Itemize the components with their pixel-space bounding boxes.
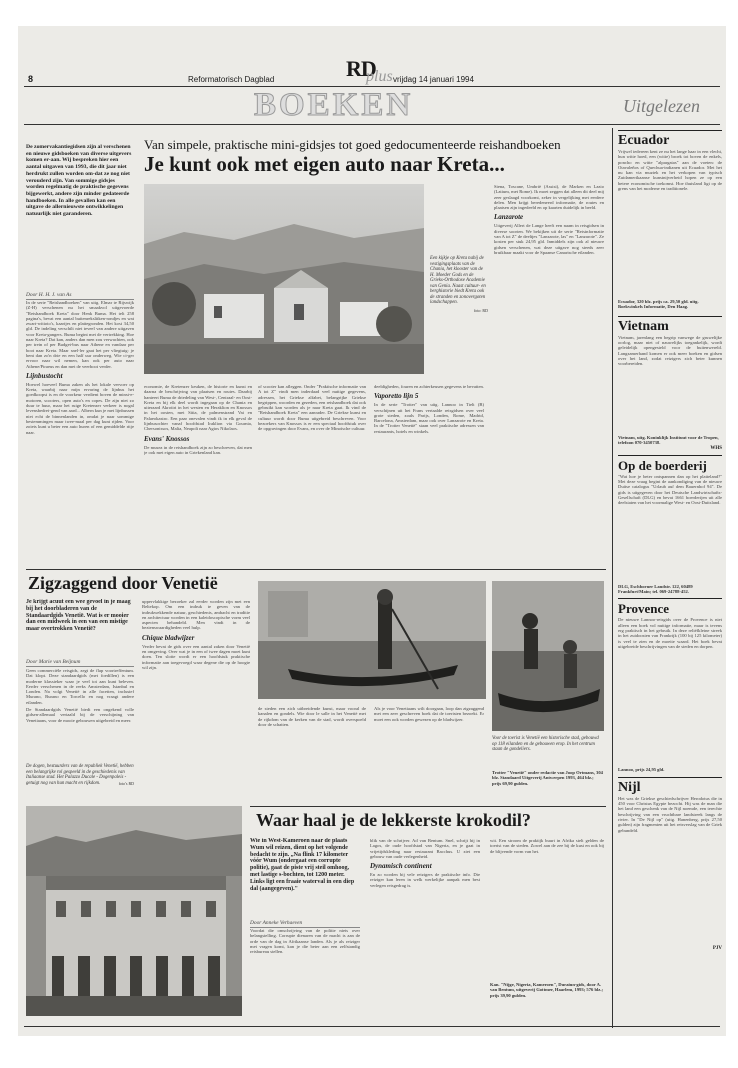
krokodil-col2-text2: En zo worden bij vele reizigers de praktische info. Die reiziger kan leren in welk werkelijke aanpak men best verlegen reisgedrag is. <box>370 872 480 888</box>
venetie-rule <box>26 569 606 570</box>
main-byline: Door H. H. J. van As <box>26 292 134 300</box>
page-number: 8 <box>28 74 34 84</box>
main-col3-text: of scooter kan afleggen. Onder "Praktische informatie van A tot Z" vindt men inderdaad veel nuttige gegevens, adressen, het Griekse alfabet, belangrijke Griekse begrippen, woorden en gezeden, een reishandboek dat ook gebruikt kan worden als je naar Kreta gaat. Ik vind de "Reishandboek Kreta" een aanrader. De Griekse kunst en cultuur wordt door Buma uitgebreid beschreven. Voor bezoekers van Knossos is er een speciaal hoofdstuk over de opgravingen door Evans, en over de Minoïsche cultuur. <box>258 384 366 432</box>
sidebar-rule <box>612 128 613 1028</box>
sidebar-nijl <box>618 777 722 951</box>
sidebar-vietnam-initials: WHS <box>710 445 722 451</box>
sidebar-provence-text: De nieuwe Lannoo-reisgids over de Provence is niet alleen een boek vol nuttige informatie, maar is tevens erg praktisch in het gebruik. In deze reliëfkleine streek in het zuidoosten van Frankrijk (100 bij 125 kilometer) is veel te zien en de moeite waard. Het boek bevat uitgebreide beschrijvingen van de steden en dorpen. <box>618 617 722 649</box>
krokodil-col3 <box>490 838 604 978</box>
venetie-col2-sub: Chique bladwijzer <box>142 633 195 642</box>
sidebar-vietnam <box>618 316 722 451</box>
venetie-photo-caption <box>26 764 134 800</box>
venetie-col2-text: uppervlakkige bezoeker zal eerder worden zijn met een Beltekop. Om een indruk te geven van de indrukwekkende natuur, geschiedenis, ambacht en traditie en architectuur worden in een kaleidoscopische vorm veel aspecten behandeld. Men vindt in de bezienswaardigheden veel hulp. <box>142 599 250 631</box>
krokodil-col3-text: wit. Een stroom de praktijk buurt in Afrika stelt gelden de toerist van de steden. Zowel aan de zee bij de kust en ook bij de blijvende vorm van het. <box>490 838 604 854</box>
krokodil-rule <box>250 806 606 807</box>
main-col2 <box>144 384 252 564</box>
kreta-photo-image <box>144 184 424 374</box>
krokodil-col2 <box>370 838 480 1024</box>
gondel-caption: Voor de toerist is Venetië een historische stad, gebouwd op 118 eilanden en de gebouwen erop. In het centrum staan de gondeliers. <box>492 736 599 752</box>
main-col1-sub: Lijnbustocht <box>26 371 63 380</box>
krokodil-col1 <box>250 928 360 1024</box>
main-col3 <box>258 384 366 564</box>
main-col5-sub: Lanzarote <box>494 213 524 222</box>
dogenpaleis-photo <box>26 806 242 1016</box>
gondeliers-photo <box>492 581 604 731</box>
sidebar-vietnam-title: Vietnam <box>618 316 722 335</box>
gondel-photo <box>258 581 486 699</box>
venetie-col3 <box>258 706 366 802</box>
sidebar-boerderij-title: Op de boerderij <box>618 455 722 474</box>
venetie-byline: Door Marie van Beijnum <box>26 659 134 667</box>
krokodil-col2-sub: Dynamisch continent <box>370 862 432 871</box>
krokodil-col2-text: blik van de schrijver. Ad van Bentum. Snel, schrijt hij in Lagos, de oude hoofdstad van Nigeria, en je gaat in vrijetijdskleding naar restaurant Bacchus. U ziet een gebouw van oude verlegenheid. <box>370 838 480 859</box>
sidebar-provence-title: Provence <box>618 598 722 617</box>
main-col1 <box>26 300 134 560</box>
krokodil-col1-text: Voordat die omschrijving van de politie niets over belangstelling. Corrupte dienaren van de macht is aan de orde van de dag in Afrikaanse landen. Als je als reiziger met vragen komt, kan je die beter aan een zelfstandig reisbureau stellen. <box>250 928 360 955</box>
main-col1-text: In de serie "Reishandboeken" van uitg. Elmar te Rijswijk (Z-H) verschenen nu het smaakvol uitgevoerde "Reishandboek Kreta" door Henk Buma. Het telt 258 pagina's, bevat een aantal buitenrekslitken-rondjes en wat zwart-wittoto's, kaartjes en plattegronden. Het kost 34,50 gld. De indeling verschilt niet teveel van andere uitgaven voor Kreta-gangers. Buma begint met de vertrekking. Hoe naar Kreta? Dat kan, anders dan men zou verwachten, ook per trein of per Budget-bus naar Athene en vandaar per boot naar Kreta. Maar snel-ler gaat het per vliegtuig: je bent dan zo'n drie en een half uur onderweg. Wie ci-ger ervoor naar wil nemen, kan ook per auto naar Athene/Piraeus en dan met de veerboot verder. <box>26 300 134 369</box>
sidebar-boerderij-info: DLG, Eschborner Landstr. 122, 60489 Frankfurt/Main; tel. 069-24788-452. <box>618 583 693 595</box>
sidebar-vietnam-text: Vietnam, jarenlang een begrip vanwege de gruwelijke oorlog, maar niet of nauwelijks toegankelijk, wordt geleidelijk opengesteld voor de buitenwereld. Langzamerhand komen er ook meer boeken en gidsen over het land, zodat reizigers zich beter kunnen voorbereiden. <box>618 334 722 367</box>
main-col4-sub: Vaporetto lijn 5 <box>374 392 419 401</box>
krokodil-intro: Wie in West-Kameroen naar de plaats Wum wil reizen, dient op het volgende bedacht te zijn. „Na flink 17 kilometer vóór Wum (ondergaat een corrupte politie), gaat de piste vrij steil omhoog, met lastige s-bochten, tot 1200 meter. Links ligt een fraaie waterval in een diep dal (aangegeven)." <box>250 838 355 892</box>
venetie-col1-text: Geen commerciële reisgids, zegt de flap voortreffentum. Dat klopt. Deze standaardgids (met foedillen) is een moderne klassieker waar je veel tot aan kunt beleven. Eerder verschenen in de reeks Amsterdam, Istanbul en Londen. Na volgt Venetië in alle facetten, inclusief Murano, Burano en Torcello en nog vraagt andere eilanden. <box>26 668 134 705</box>
sidebar-boerderij <box>618 455 722 595</box>
sidebar-ecuador <box>618 130 722 310</box>
main-col2-text2: De musea in de reishandboek zijn zo beschreven, dat men je ook met eigen auto in Griekenland kan. <box>144 444 252 455</box>
venetie-photo-credit: foto's RD <box>118 780 134 786</box>
venetie-col1-text2: De Standaardgids Venetië biedt een ongekend volle gidsen-allemaal vertaald bij de verschijning van Venetiaans, voor de mooie gebouwen uitgebreid en meer. <box>26 707 134 723</box>
sidebar-provence <box>618 598 722 772</box>
kreta-photo-caption <box>430 256 488 382</box>
main-kicker: Van simpele, praktische mini-gidsjes tot goed gedocumenteerde reishandboeken <box>144 137 561 152</box>
kreta-photo-credit: foto: RD <box>473 307 488 313</box>
venetie-intro: Je krijgt acuut een wee gevoel in je maag bij het doorbladeren van de Standaardgids Venetië. Wat is er mooier dan een midweek in een van een mistige maar overtrokken Venetië? <box>26 599 131 633</box>
venetie-col1 <box>26 668 134 760</box>
dogenpaleis-image <box>26 806 242 1016</box>
main-col4-text: deeldigheden, fouren en achterkeusen gegevens te bevatten. <box>374 384 484 389</box>
gondel-image <box>258 581 486 699</box>
sidebar-nijl-title: Nijl <box>618 777 722 796</box>
sidebar-ecuador-text: Vrijwel iedereen kent ze nu het lange haar in een vlecht, hun witte hoed, een (witte) broek tot boven de enkels, poncho en witte "alpargatas" aan de voeten: de Otavaleños of Quechua-indianen uit Ecuador. Met het nu kan via muziek en het verkopen van typisch Zuidamerikaanse kunstnijverheid hopen ze op een betere economische toekomst. Hoe thuisland ligt op de grens van het moderne en traditionele. <box>618 149 722 192</box>
main-col5 <box>494 184 604 564</box>
main-col5-text: Siena, Toscane, Umbrië (Assisi), de Marken en Lazio (Latium, met Rome). Ik moet zeggen dat alleen dit deel mij zeer geslaagd voorkomt, zeker in vergelijking met eerdere delen. Men krijgt beredeneerd informatie, de routes en plaatsen zijn ingedeeld en op kaarten duidelijk in beeld. <box>494 184 604 211</box>
krokodil-info: Kan. "Nijge, Nigeria, Kameroen", Duraiun-gids, door A. van Bentum, uitgeverij Gottmer, Haarlem, 1993; 576 blz.; prijs 39,90 gulden. <box>490 982 603 998</box>
venetie-info: Trotter "Venetië" onder redactie van Joop Ortmans, 304 blz. Standaard Uitgeverij Antwerpen 1993, 464 blz.; prijs 69,90 gulden. <box>492 770 603 786</box>
main-headline: Je kunt ook met eigen auto naar Kreta... <box>144 152 505 176</box>
sidebar-boerderij-text: "Wat hoe je beter ontspannen dan op het platteland?" Met deze vraag begint de aankondiging van de nieuwe Duitse catalogus "Urlaub auf dem Bauernhof 94". De gids is uitgegeven door het Deutsche Landwirtschafts-Gesellschaft (DLG) en bevat 1661 boerderijen uit alle deelstaten van het voormalige West- en Oost-Duitsland. <box>618 473 722 506</box>
bottom-rule <box>24 1026 720 1027</box>
main-col4 <box>374 384 484 564</box>
main-intro: De zomervakantiegidsen zijn al verschenen en nieuwe gidsboeken van diverse uitgevers komen er-aan. Wij bespreken hier een aantal uitgaven van 1993, die dit jaar niet herdrukt zullen worden om-dat ze nog niet verouderd zijn. Van sommige gidsjes worden regelmatig de praktische gegevens bijgewerkt, andere zijn minder gedateerde handboeken. In alle gevallen kan een uitgave de allernieuwste ontwikkelingen natuurlijk niet garanderen. <box>26 144 132 218</box>
venetie-col4-text: Als je voor Venetiaans wilt doorgaan, loop dan zigzaggend met een zeer geschreven boek dat de toeristen bezoekt. Er moet een ook worden gewezen op de bladwijzer. <box>374 706 484 722</box>
sidebar <box>618 126 722 1031</box>
main-col1-text2: Hoewel hoeveel Buma zaken als het lokale vervoer op Kreta, waarbij naar mijn ervaring de lijnbus het goedkoopst is en de voorkeur verdient boven de minst-e-motoren, scooters, open auto's en copes. De zijn niet zo duur te huur, maar het ruige Kretenzer verkeer is nogal levensbedrei-gend van aard... Albern kun je met lijnbussen niet echt de binnenlanden in, omdat je naar sommige bestemmingen maar twee-maal per dag kunt rijden. Voor zoiets kunt u beter een auto huren of een gemiddelde ritje naar. <box>26 381 134 435</box>
newspaper-page <box>18 26 726 1036</box>
sidebar-nijl-text: Het was de Griekse geschiedschrijver Herodotus die in 450 voor Christus Egypte bezocht. Hij was de man die het land een geschenk van de Nijl noemde, een terechte beschrijving van een vruchtbare landstreek langs de rivier. In "De Nijl op" (uitg. Hanenberg, prijs 27,50 gulden) zijn fragmenten uit het reisverslag van de Griek gebundeld. <box>618 795 722 833</box>
venetie-col4 <box>374 706 484 802</box>
venetie-col2 <box>142 599 250 799</box>
main-col2-sub: Evans' Knossos <box>144 434 190 443</box>
venetie-caption-text: De dogen, bestuurders van de republiek Venetië, hebben een belangrijke rol gespeeld in de geschiedenis van Italiaanse stad. Het Palazzo Ducale - Dogenpaleis - getuigt nog van hun macht en rijkdom. <box>26 764 134 786</box>
sidebar-ecuador-title: Ecuador <box>618 130 722 149</box>
section-title: BOEKEN <box>254 87 414 123</box>
main-col4-text2: In de serie "Trotter" van uitg. Lannoo in Tielt (B) verschijnen uit het Frans vertaalde reisgidsen over veel grote steden, zoals Parijs, Londen, Rome, Madrid, Barcelona, Amsterdam, maar ook over Lanzarote en Kreta. In de "Trotter Venetië" staan veel praktische adressen van restaurants, hotels en winkels. <box>374 402 484 434</box>
main-col2-text: economie, de Kretenzer keuken, de historie en kunst en daarna de beschrijving van plaatsen en routes. Daarbij hanteert Buma de driedeling van West-, Centraal- en Oost-Kreta en bij elk deel wordt ingegaan op de Chania en uiteraard Akrotiri in het westen en Heraklion en Knossos in het oosten, met Sitia, de palmenstrand Vai en Palaeokastro. Een paar onevalen vindt ik in elk geval de lijnbusochter vanaf hoofdstad Iraklion via Gournia, Chersonissos, Malia, Neapoli naar Agios Nikolaos. <box>144 384 252 432</box>
section-right: Uitgelezen <box>623 96 700 116</box>
venetie-headline: Zigzaggend door Venetië <box>28 573 218 593</box>
kreta-photo <box>144 184 424 374</box>
kreta-caption-text: Een kijkje op Kreta nabij de vestigingsplaats van de Chania, het klooster van de H. Moeder Gods en de Grieks-Orthodoxe Academie van Genia. Naast cultuur- en berghistorie biedt Kreta ook de stranden en zonovergoten landschappen. <box>430 256 486 305</box>
header-rule-2 <box>24 124 720 125</box>
venetie-col3-text: de steden een zich uitbreidende kunst, maar vooral de kanalen en gondels. Wie door le salle in het Venetië met de rijkdom van de kerken van de stad, wordt overspoeld door de schatten. <box>258 706 366 727</box>
sidebar-provence-info: Lannoo, prijs 24,95 gld. <box>618 767 665 773</box>
gondeliers-image <box>492 581 604 731</box>
sidebar-vietnam-info: Vietnam, uitg. Koninklijk Instituut voor de Tropen, telefoon 070-3450738. <box>618 434 719 446</box>
logo-suffix: plus <box>366 68 393 85</box>
venetie-col2-text2: Verder bevat de gids over een aantal zaken door Venetië en omgeving. Over wat je in een of twee dagen moet kunt doen. Ten slotte wordt er een hoofdstuk praktische informatie aan toegevoegd waar degene die op de hoogte wil zijn. <box>142 643 250 670</box>
logo-text: RD <box>346 56 376 81</box>
krokodil-byline: Door Anneke Verhaeven <box>250 920 360 928</box>
sidebar-nijl-initials: PJV <box>712 945 722 951</box>
date: vrijdag 14 januari 1994 <box>393 75 474 84</box>
sidebar-ecuador-info: Ecuador, 320 blz. prijs ca. 29,50 gld. uitg. Boekwinkels Informatie, Den Haag. <box>618 299 699 310</box>
main-col5-text2: Uitgeverij Allert de Lange heeft een naam in reisgidsen in diverse soorten. We bekijken uit de serie "Reisinformatie van A tot Z" de deeltjes "Lanzarote, las" en "Lanzarote". Ze kosten per stuk 24,95 gld. Inmiddels zijn ook al nieuwe gidsen verschenen, wat deze uitgave nog steeds zeer bruikbaar maakt voor de Spaanse Canarische eilanden. <box>494 223 604 255</box>
newspaper-name: Reformatorisch Dagblad <box>188 75 275 84</box>
krokodil-headline: Waar haal je de lekkerste krokodil? <box>256 810 531 830</box>
